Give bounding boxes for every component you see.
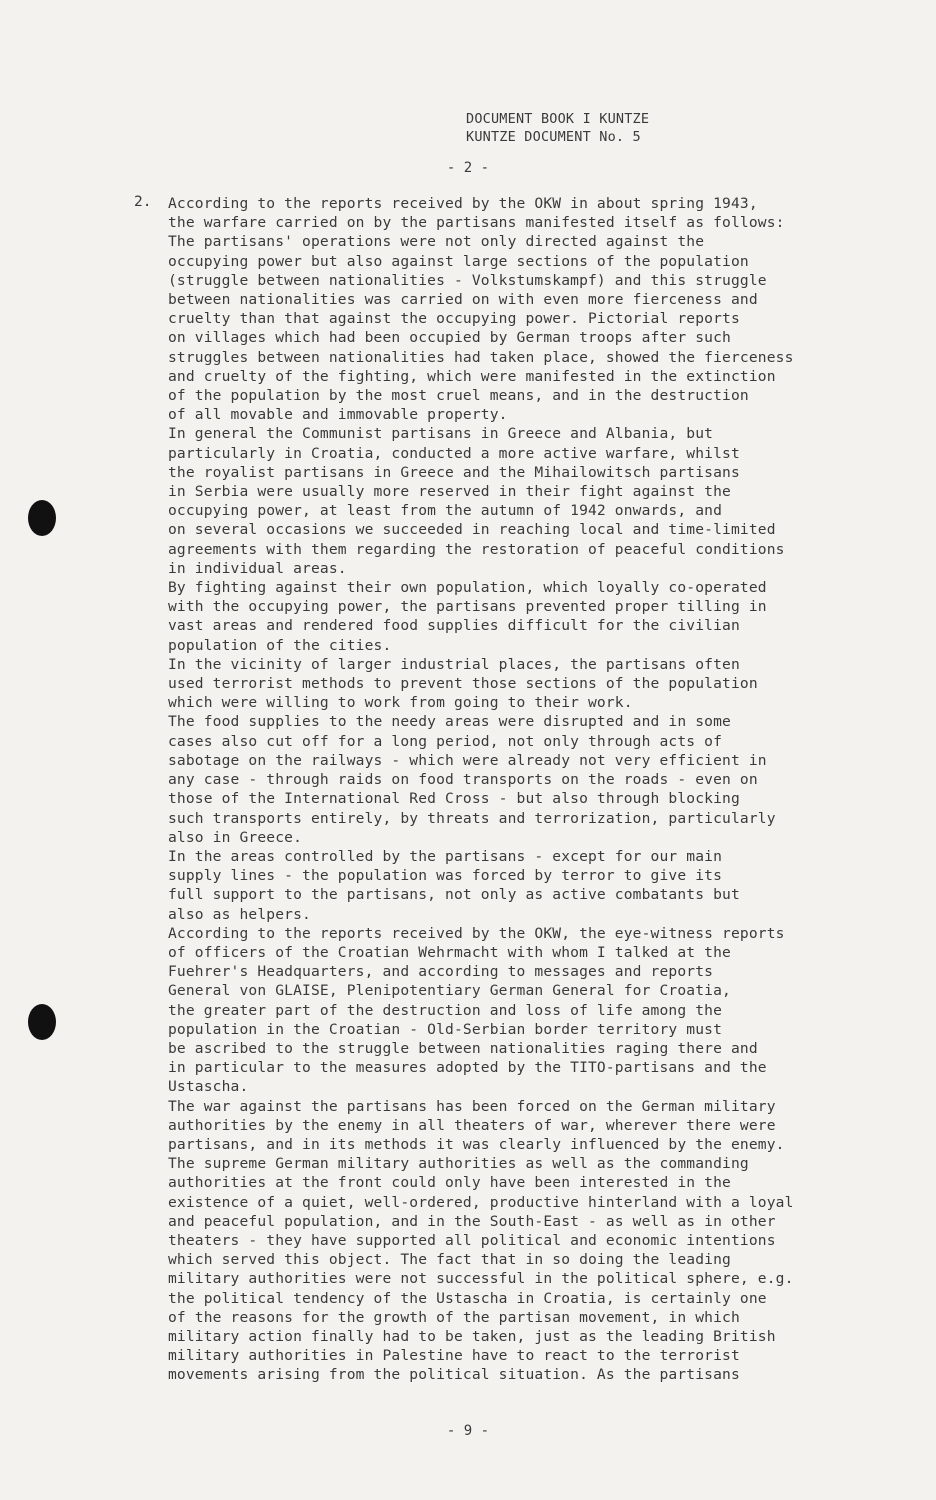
text-line: the warfare carried on by the partisans manifested itself as follows:: [168, 214, 785, 232]
paragraph: [168, 424, 838, 578]
text-line: those of the International Red Cross - but also through blocking: [168, 790, 740, 808]
punch-hole: [28, 1004, 56, 1040]
text-line: By fighting against their own population, which loyally co-operated: [168, 579, 767, 597]
page-number-bottom: - 9 -: [446, 1423, 490, 1439]
text-line: such transports entirely, by threats and terrorization, particularly: [168, 809, 776, 827]
text-line: the royalist partisans in Greece and the Mihailowitsch partisans: [168, 463, 740, 481]
text-line: supply lines - the population was forced by terror to give its: [168, 867, 723, 885]
paragraph: [168, 847, 838, 924]
text-line: existence of a quiet, well-ordered, productive hinterland with a loyal: [168, 1193, 794, 1211]
text-line: in individual areas.: [168, 559, 347, 577]
text-line: authorities by the enemy in all theaters of war, wherever there were: [168, 1116, 776, 1134]
punch-hole: [28, 500, 56, 536]
text-line: in particular to the measures adopted by the TITO-partisans and the: [168, 1059, 767, 1077]
header-line-1: DOCUMENT BOOK I KUNTZE: [466, 111, 650, 127]
text-line: on villages which had been occupied by German troops after such: [168, 329, 731, 347]
paragraph: [168, 578, 838, 655]
text-line: According to the reports received by the OKW in about spring 1943,: [168, 195, 758, 212]
text-line: occupying power, at least from the autumn of 1942 onwards, and: [168, 502, 723, 520]
text-line: vast areas and rendered food supplies difficult for the civilian: [168, 617, 740, 635]
header-line-2: KUNTZE DOCUMENT No. 5: [466, 129, 641, 145]
text-line: Fuehrer's Headquarters, and according to messages and reports: [168, 963, 714, 981]
text-line: population in the Croatian - Old-Serbian border territory must: [168, 1020, 723, 1038]
text-line: of all movable and immovable property.: [168, 406, 508, 424]
text-line: occupying power but also against large sections of the population: [168, 252, 749, 270]
text-line: be ascribed to the struggle between nationalities raging there and: [168, 1039, 758, 1057]
text-line: which were willing to work from going to their work.: [168, 694, 633, 712]
text-line: the political tendency of the Ustascha in Croatia, is certainly one: [168, 1289, 767, 1307]
text-line: of the reasons for the growth of the partisan movement, in which: [168, 1308, 740, 1326]
text-line: The partisans' operations were not only directed against the: [168, 233, 705, 251]
text-line: The food supplies to the needy areas were disrupted and in some: [168, 713, 731, 731]
text-line: military authorities were not successful in the political sphere, e.g.: [168, 1270, 794, 1288]
text-line: any case - through raids on food transports on the roads - even on: [168, 771, 758, 789]
text-line: movements arising from the political situation. As the partisans: [168, 1366, 740, 1384]
paragraph: [168, 1097, 838, 1385]
section-number: 2.: [134, 194, 152, 210]
page-number-top: - 2 -: [446, 160, 490, 176]
text-line: of the population by the most cruel means, and in the destruction: [168, 387, 749, 405]
text-line: In the areas controlled by the partisans - except for our main: [168, 847, 723, 865]
text-line: the greater part of the destruction and loss of life among the: [168, 1001, 723, 1019]
paragraph: [168, 712, 838, 846]
text-line: military authorities in Palestine have to react to the terrorist: [168, 1347, 740, 1365]
text-line: Ustascha.: [168, 1078, 249, 1096]
text-line: with the occupying power, the partisans prevented proper tilling in: [168, 598, 767, 616]
text-line: full support to the partisans, not only as active combatants but: [168, 886, 740, 904]
text-line: authorities at the front could only have been interested in the: [168, 1174, 731, 1192]
text-line: and cruelty of the fighting, which were manifested in the extinction: [168, 367, 776, 385]
document-body: [168, 194, 838, 1385]
text-line: military action finally had to be taken, just as the leading British: [168, 1327, 776, 1345]
text-line: and peaceful population, and in the South-East - as well as in other: [168, 1212, 776, 1230]
text-line: on several occasions we succeeded in reaching local and time-limited: [168, 521, 776, 539]
text-line: which served this object. The fact that in so doing the leading: [168, 1251, 731, 1269]
text-line: According to the reports received by the OKW, the eye-witness reports: [168, 924, 785, 942]
paragraph: [168, 655, 838, 713]
text-line: population of the cities.: [168, 636, 392, 654]
text-line: between nationalities was carried on with even more fierceness and: [168, 291, 758, 309]
text-line: particularly in Croatia, conducted a more active warfare, whilst: [168, 444, 740, 462]
document-header: [466, 110, 649, 146]
text-line: The supreme German military authorities as well as the commanding: [168, 1155, 749, 1173]
text-line: The war against the partisans has been forced on the German military: [168, 1097, 776, 1115]
text-line: In general the Communist partisans in Greece and Albania, but: [168, 425, 714, 443]
text-line: used terrorist methods to prevent those sections of the population: [168, 675, 758, 693]
text-line: struggles between nationalities had taken place, showed the fierceness: [168, 348, 794, 366]
text-line: In the vicinity of larger industrial places, the partisans often: [168, 655, 740, 673]
text-line: agreements with them regarding the restoration of peaceful conditions: [168, 540, 785, 558]
text-line: cases also cut off for a long period, not only through acts of: [168, 732, 723, 750]
paragraph: [168, 194, 838, 424]
text-line: sabotage on the railways - which were already not very efficient in: [168, 751, 767, 769]
text-line: of officers of the Croatian Wehrmacht with whom I talked at the: [168, 943, 731, 961]
text-line: also in Greece.: [168, 828, 303, 846]
text-line: partisans, and in its methods it was clearly influenced by the enemy.: [168, 1135, 785, 1153]
text-line: (struggle between nationalities - Volkstumskampf) and this struggle: [168, 271, 767, 289]
paragraph: [168, 924, 838, 1097]
text-line: in Serbia were usually more reserved in their fight against the: [168, 483, 731, 501]
text-line: cruelty than that against the occupying power. Pictorial reports: [168, 310, 740, 328]
text-line: theaters - they have supported all political and economic intentions: [168, 1231, 776, 1249]
text-line: General von GLAISE, Plenipotentiary German General for Croatia,: [168, 982, 731, 1000]
text-line: also as helpers.: [168, 905, 311, 923]
